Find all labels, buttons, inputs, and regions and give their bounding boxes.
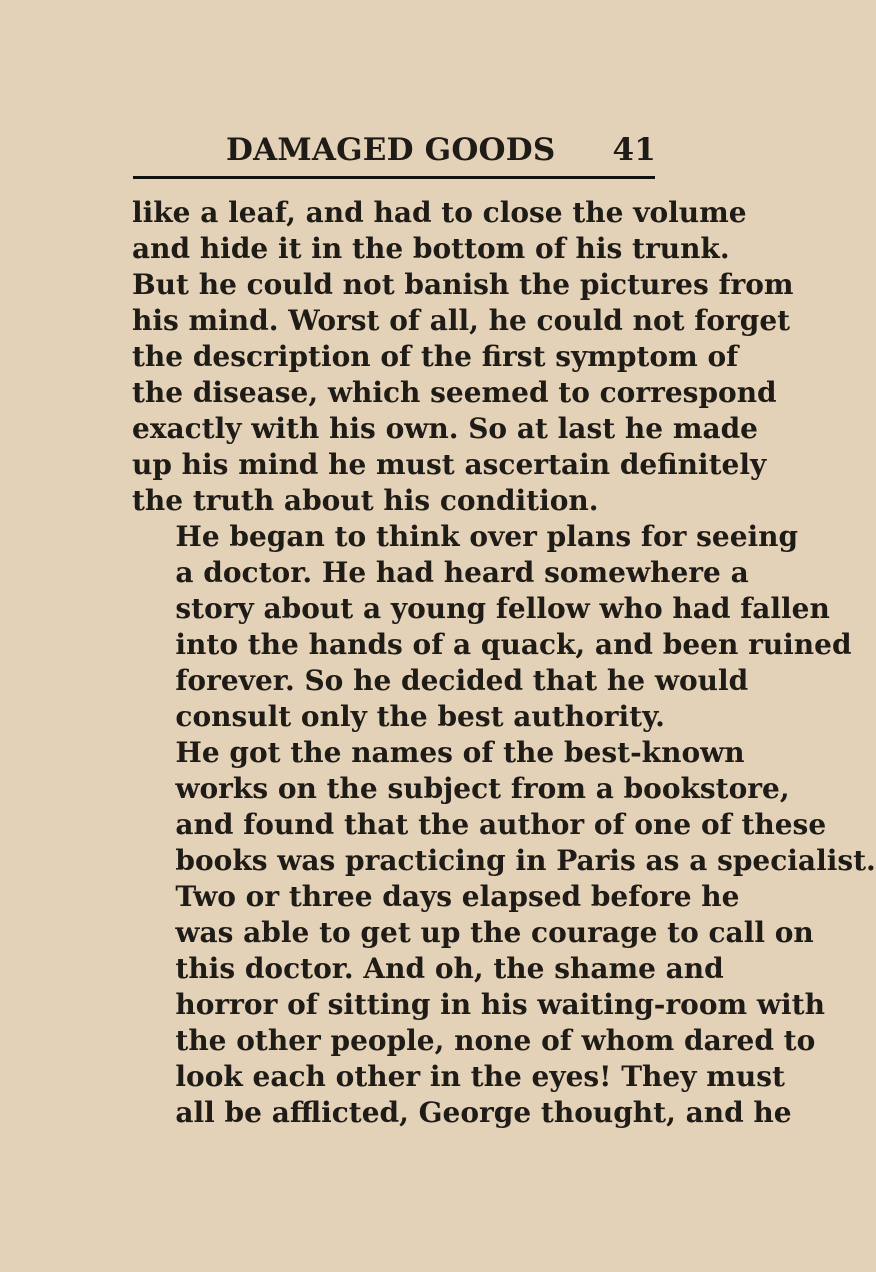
text-line: and found that the author of one of these bbox=[175, 808, 827, 841]
running-title: DAMAGED GOODS bbox=[226, 132, 556, 168]
text-line: into the hands of a quack, and been ruined bbox=[175, 628, 852, 661]
text-line: the truth about his condition. bbox=[132, 484, 599, 517]
paragraph-3 bbox=[132, 735, 876, 1131]
text-line: the description of the first symptom of bbox=[132, 340, 739, 373]
text-line: forever. So he decided that he would bbox=[175, 664, 749, 697]
text-line: this doctor. And oh, the shame and bbox=[175, 952, 724, 985]
header-rule bbox=[133, 176, 655, 179]
paragraph-2 bbox=[132, 519, 852, 735]
text-line: the other people, none of whom dared to bbox=[175, 1024, 816, 1057]
text-line: and hide it in the bottom of his trunk. bbox=[132, 232, 730, 265]
text-line: story about a young fellow who had fallen bbox=[175, 592, 830, 625]
text-line: horror of sitting in his waiting-room with bbox=[175, 988, 825, 1021]
page-number: 41 bbox=[612, 132, 656, 168]
text-line: like a leaf, and had to close the volume bbox=[132, 196, 747, 229]
text-line: his mind. Worst of all, he could not forget bbox=[132, 304, 791, 337]
text-line: was able to get up the courage to call on bbox=[175, 916, 814, 949]
text-line: look each other in the eyes! They must bbox=[175, 1060, 785, 1093]
text-line: He began to think over plans for seeing bbox=[175, 520, 799, 553]
text-line: the disease, which seemed to correspond bbox=[132, 376, 777, 409]
text-line: consult only the best authority. bbox=[175, 700, 665, 733]
text-line: But he could not banish the pictures from bbox=[132, 268, 794, 301]
paragraph-1 bbox=[132, 195, 794, 519]
body-text bbox=[132, 195, 876, 1131]
running-header bbox=[226, 132, 656, 172]
text-line: He got the names of the best-known bbox=[175, 736, 745, 769]
text-line: books was practicing in Paris as a specialist. bbox=[175, 844, 876, 877]
text-line: a doctor. He had heard somewhere a bbox=[175, 556, 749, 589]
text-line: works on the subject from a bookstore, bbox=[175, 772, 790, 805]
text-line: all be afflicted, George thought, and he bbox=[175, 1096, 792, 1129]
text-line: exactly with his own. So at last he made bbox=[132, 412, 758, 445]
text-line: Two or three days elapsed before he bbox=[175, 880, 740, 913]
text-line: up his mind he must ascertain definitely bbox=[132, 448, 767, 481]
